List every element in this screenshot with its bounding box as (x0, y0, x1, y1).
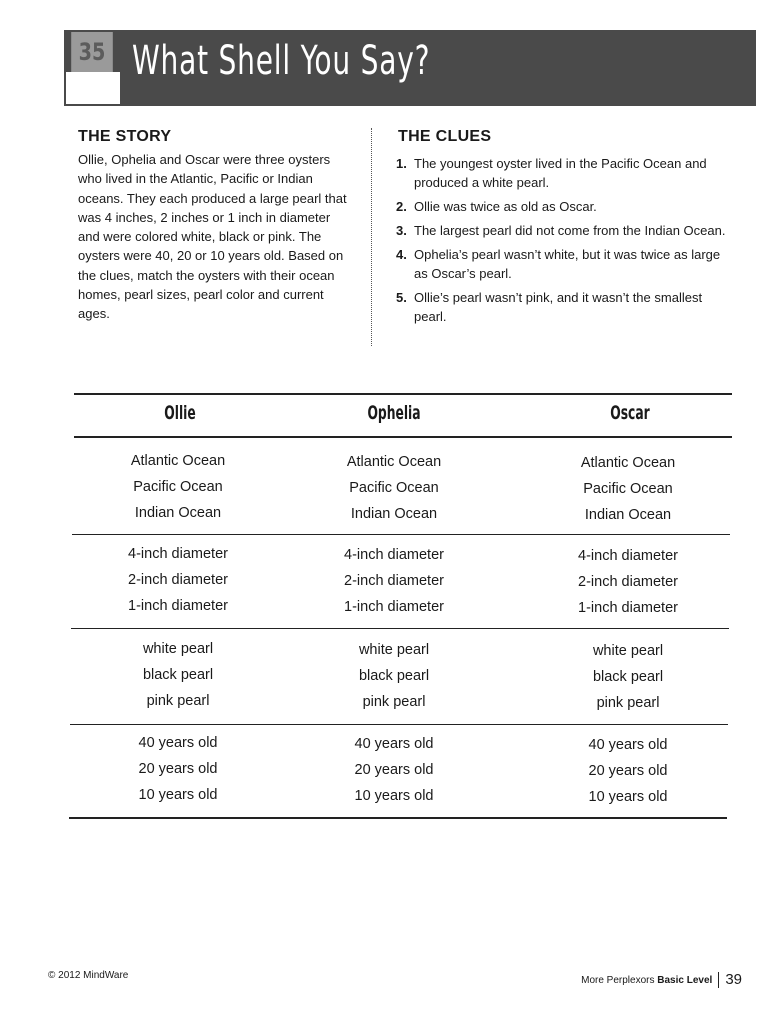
clues-heading: THE CLUES (398, 128, 492, 145)
book-level: Basic Level (657, 974, 713, 986)
grid-option-ophelia: white pearl (358, 642, 430, 658)
number-tab (64, 72, 120, 106)
clue-list (396, 154, 726, 331)
grid-option-oscar: 20 years old (588, 763, 668, 779)
grid-option-oscar: white pearl (592, 643, 664, 659)
clue-text: Ophelia’s pearl wasn’t white, but it was twice as large as Oscar’s pearl. (414, 247, 721, 281)
grid-top-rule (74, 393, 732, 395)
grid-option-ophelia: 40 years old (354, 736, 434, 752)
grid-option-ollie: Indian Ocean (134, 505, 222, 521)
clue-number: 1. (396, 156, 407, 171)
grid-option-ophelia: 4-inch diameter (344, 547, 444, 563)
grid-option-ophelia: 10 years old (354, 788, 434, 804)
grid-option-ophelia: Atlantic Ocean (346, 454, 442, 470)
column-header-ollie: Ollie (164, 402, 196, 424)
grid-header-rule (74, 436, 732, 438)
grid-option-oscar: Atlantic Ocean (580, 455, 676, 471)
book-title: More Perplexors (581, 974, 655, 986)
grid-option-ollie: pink pearl (146, 693, 210, 709)
clue-text: The largest pearl did not come from the Indian Ocean. (414, 223, 726, 238)
grid-option-oscar: 40 years old (588, 737, 668, 753)
clue-item (396, 154, 726, 192)
grid-divider (71, 628, 729, 629)
clue-text: Ollie’s pearl wasn’t pink, and it wasn’t the smallest pearl. (414, 290, 703, 324)
page-number: 39 (718, 972, 742, 988)
grid-option-ollie: 2-inch diameter (128, 572, 228, 588)
grid-divider (72, 534, 730, 535)
column-header-ophelia: Ophelia (367, 402, 421, 424)
story-heading: THE STORY (78, 128, 172, 145)
clue-number: 3. (396, 223, 407, 238)
grid-option-ophelia: 1-inch diameter (344, 599, 444, 615)
grid-option-ollie: 40 years old (138, 735, 218, 751)
clue-number: 4. (396, 247, 407, 262)
grid-option-ophelia: 2-inch diameter (344, 573, 444, 589)
grid-option-ollie: white pearl (142, 641, 214, 657)
grid-option-ollie: 1-inch diameter (128, 598, 228, 614)
grid-option-ophelia: Pacific Ocean (349, 480, 439, 496)
clue-item (396, 197, 726, 216)
grid-option-ophelia: black pearl (358, 668, 430, 684)
grid-option-ollie: 10 years old (138, 787, 218, 803)
clue-number: 5. (396, 290, 407, 305)
page-title: What Shell You Say? (132, 38, 431, 84)
grid-option-ophelia: pink pearl (362, 694, 426, 710)
clue-number: 2. (396, 199, 407, 214)
story-text: Ollie, Ophelia and Oscar were three oysters who lived in the Atlantic, Pacific or Indian oceans. They each produced a large pearl that was 4 inches, 2 inches or 1 inch in diameter and were colored white, black or pink. The oysters were 40, 20 or 10 years old. Based on the clues, match the oysters with their ocean homes, pearl sizes, pearl color and current ages. (78, 152, 347, 322)
grid-option-oscar: pink pearl (596, 695, 660, 711)
clue-item (396, 245, 726, 283)
grid-option-ollie: Pacific Ocean (133, 479, 223, 495)
grid-option-ollie: 20 years old (138, 761, 218, 777)
grid-option-oscar: black pearl (592, 669, 664, 685)
clue-text: Ollie was twice as old as Oscar. (414, 199, 597, 214)
grid-option-oscar: 4-inch diameter (578, 548, 678, 564)
grid-option-ophelia: 20 years old (354, 762, 434, 778)
grid-option-oscar: 2-inch diameter (578, 574, 678, 590)
grid-option-oscar: 10 years old (588, 789, 668, 805)
column-header-oscar: Oscar (610, 402, 650, 424)
clue-text: The youngest oyster lived in the Pacific Ocean and produced a white pearl. (414, 156, 707, 190)
grid-bottom-rule (69, 817, 727, 819)
clue-item (396, 221, 726, 240)
grid-option-ollie: Atlantic Ocean (130, 453, 226, 469)
column-divider (371, 128, 372, 346)
grid-option-oscar: 1-inch diameter (578, 600, 678, 616)
grid-option-oscar: Indian Ocean (584, 507, 672, 523)
copyright: © 2012 MindWare (48, 970, 129, 981)
grid-option-oscar: Pacific Ocean (583, 481, 673, 497)
grid-option-ollie: 4-inch diameter (128, 546, 228, 562)
grid-divider (70, 724, 728, 725)
page-footer (581, 972, 742, 988)
grid-option-ophelia: Indian Ocean (350, 506, 438, 522)
puzzle-number: 35 (71, 32, 113, 72)
grid-option-ollie: black pearl (142, 667, 214, 683)
clue-item (396, 288, 726, 326)
